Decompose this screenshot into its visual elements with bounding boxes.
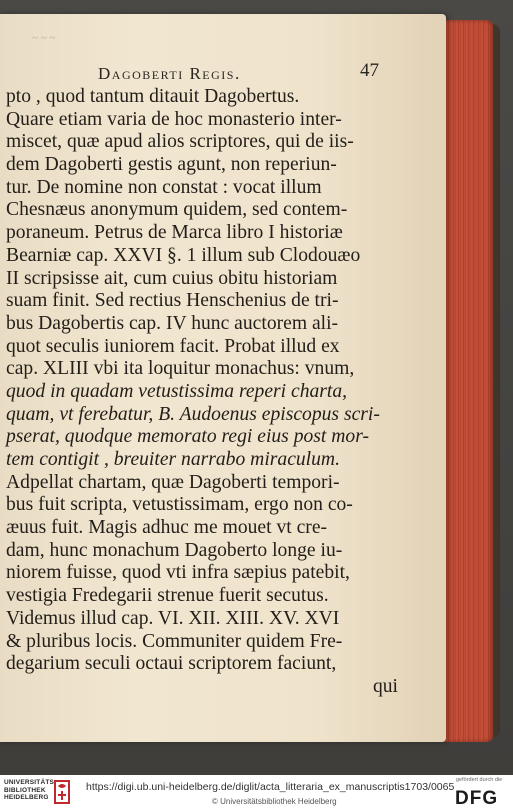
text-line: bus Dagobertis cap. IV hunc auctorem ali- — [6, 312, 339, 334]
library-name: UNIVERSITÄTS- BIBLIOTHEK HEIDELBERG — [4, 779, 57, 801]
funder-caption: gefördert durch die — [456, 777, 503, 783]
text-line: II scripsisse ait, cum cuius obitu historiam — [6, 267, 338, 289]
text-line: Adpellat chartam, quæ Dagoberti tempori- — [6, 471, 340, 493]
text-line: dem Dagoberti gestis agunt, non reperiun- — [6, 154, 337, 176]
text-line: bus fuit scripta, vetustissimam, ergo non co- — [6, 494, 353, 516]
text-line: pto , quod tantum ditauit Dagobertus. — [6, 86, 300, 107]
text-line: cap. XLIII vbi ita loquitur monachus: vnum, — [6, 358, 355, 380]
text-line: vestigia Fredegarii strenue fuerit secutus. — [6, 585, 329, 607]
running-head: Dagoberti Regis. — [98, 64, 241, 83]
viewer-footer — [0, 775, 513, 811]
text-line: suam finit. Sed rectius Henschenius de tri- — [6, 290, 339, 312]
text-line: Videmus illud cap. VI. XII. XIII. XV. XVI — [6, 607, 340, 629]
text-line: quam, vt ferebatur, B. Audoenus episcopus scri- — [6, 403, 380, 425]
permalink[interactable]: https://digi.ub.uni-heidelberg.de/diglit/acta_litteraria_ex_manuscriptis1703/0065 — [86, 781, 455, 793]
text-line: Bearniæ cap. XXVI §. 1 illum sub Clodouæo — [6, 244, 361, 266]
text-line: poraneum. Petrus de Marca libro I historiæ — [6, 222, 343, 244]
text-line: pserat, quodque memorato regi eius post mor- — [6, 426, 369, 448]
text-line: qui — [372, 675, 398, 697]
page-top-scrap: ~ ~ ~ — [32, 32, 56, 44]
page-body-text — [6, 86, 398, 699]
library-logo-icon — [52, 778, 72, 806]
text-line: Chesnæus anonymum quidem, sed contem- — [6, 199, 348, 221]
text-line: quod in quadam vetustissima reperi charta, — [6, 380, 348, 402]
text-line: degarium seculi octaui scriptorem faciunt, — [6, 653, 337, 675]
text-line: æuus fuit. Magis adhuc me mouet vt cre- — [6, 517, 328, 539]
page-number: 47 — [360, 60, 379, 81]
text-line: dam, hunc monachum Dagoberto longe iu- — [6, 539, 343, 561]
dfg-logo: DFG — [455, 788, 499, 809]
text-line: tur. De nomine non constat : vocat illum — [6, 176, 322, 198]
text-line: miscet, quæ apud alios scriptores, qui de iis- — [6, 131, 354, 153]
text-line: tem contigit , breuiter narrabo miraculum. — [6, 449, 340, 470]
book-page — [0, 14, 446, 742]
copyright-notice: © Universitätsbibliothek Heidelberg — [212, 797, 337, 806]
text-line: Quare etiam varia de hoc monasterio inter- — [6, 108, 342, 130]
text-line: quot seculis iuniorem facit. Probat illud ex — [6, 335, 340, 357]
text-line: & pluribus locis. Communiter quidem Fre- — [6, 630, 343, 652]
text-line: niorem fuisse, quod vti infra sæpius patebit, — [6, 562, 350, 584]
